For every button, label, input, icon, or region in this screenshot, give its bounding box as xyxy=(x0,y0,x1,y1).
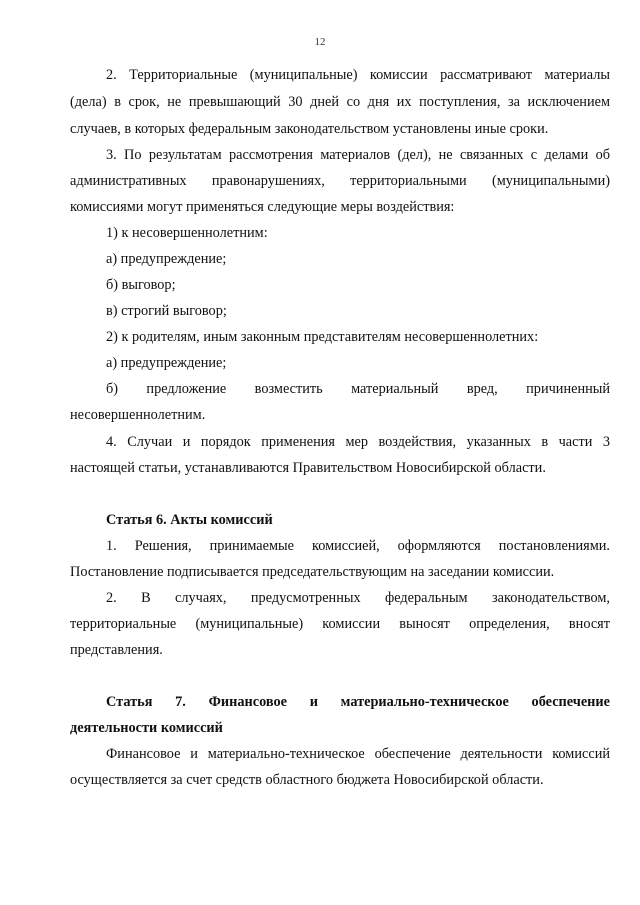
list-item: в) строгий выговор; xyxy=(106,303,227,319)
paragraph-line: 3. По результатам рассмотрения материалов (дел), не связанных с делами об xyxy=(106,147,610,163)
paragraph-line: комиссиями могут применяться следующие меры воздействия: xyxy=(70,199,455,215)
list-item: а) предупреждение; xyxy=(106,251,227,267)
list-item: 1) к несовершеннолетним: xyxy=(106,225,268,241)
paragraph-line: 4. Случаи и порядок применения мер воздействия, указанных в части 3 xyxy=(106,434,610,450)
paragraph-line: несовершеннолетним. xyxy=(70,407,206,423)
paragraph-line: осуществляется за счет средств областного бюджета Новосибирской области. xyxy=(70,772,544,788)
article-heading: Статья 7. Финансовое и материально-техническое обеспечение xyxy=(106,694,610,710)
paragraph-line: Постановление подписывается председательствующим на заседании комиссии. xyxy=(70,564,555,580)
paragraph-line: административных правонарушениях, территориальными (муниципальными) xyxy=(70,173,610,189)
paragraph-line: случаев, в которых федеральным законодательством установлены иные сроки. xyxy=(70,121,549,137)
article-heading: Статья 6. Акты комиссий xyxy=(106,512,273,528)
paragraph-line: Финансовое и материально-техническое обеспечение деятельности комиссий xyxy=(106,746,610,762)
paragraph-line: представления. xyxy=(70,642,163,658)
paragraph-line: 2. Территориальные (муниципальные) комиссии рассматривают материалы xyxy=(106,67,610,83)
article-heading: деятельности комиссий xyxy=(70,720,223,736)
paragraph-line: (дела) в срок, не превышающий 30 дней со дня их поступления, за исключением xyxy=(70,94,610,110)
list-item: б) предложение возместить материальный вред, причиненный xyxy=(106,381,610,397)
page-number: 12 xyxy=(314,36,326,48)
list-item: 2) к родителям, иным законным представителям несовершеннолетних: xyxy=(106,329,539,345)
paragraph-line: территориальные (муниципальные) комиссии выносят определения, вносят xyxy=(70,616,610,632)
paragraph-line: настоящей статьи, устанавливаются Правительством Новосибирской области. xyxy=(70,460,546,476)
paragraph-line: 1. Решения, принимаемые комиссией, оформляются постановлениями. xyxy=(106,538,610,554)
paragraph-line: 2. В случаях, предусмотренных федеральным законодательством, xyxy=(106,590,610,606)
list-item: б) выговор; xyxy=(106,277,176,293)
list-item: а) предупреждение; xyxy=(106,355,227,371)
